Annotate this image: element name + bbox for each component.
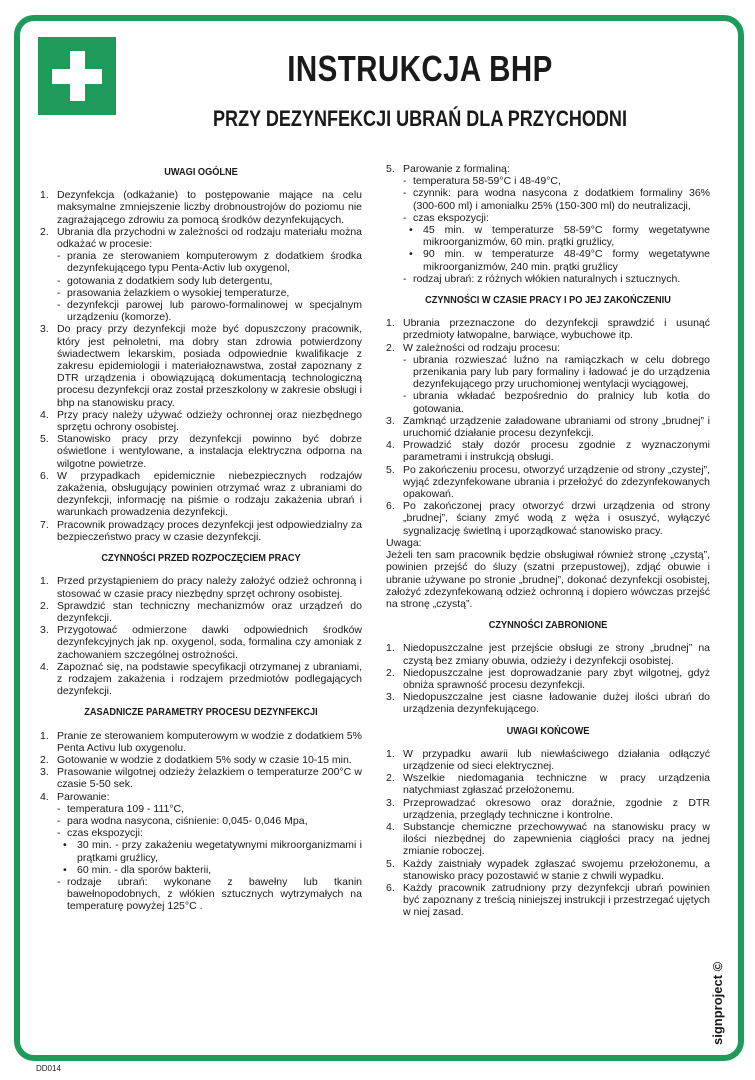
item-text: Przed przystąpieniem do pracy należy założyć odzież ochronną i stosować w czasie pracy niezbędny sprzęt ochrony osobistej. (57, 575, 362, 600)
bullet-marker: - (403, 390, 407, 403)
list-item (40, 600, 362, 624)
item-text: Prasowanie wilgotnej odzieży żelazkiem o temperaturze 200°C w czasie 5-50 sek. (57, 766, 362, 791)
note-text: Jeżeli ten sam pracownik będzie obsługiwał również stronę „czystą”, powinien przejść do śluzy (szatni przepustowej), zdjąć obuwie i ubranie używane po stronie „brudnej”, dokonać dezynfekcji osobistej, założyć zdezynfekowaną odzież ochronną i dopiero wówczas przejść na stronę „czystą”. (386, 549, 710, 610)
list-item (386, 415, 710, 439)
list-item (386, 642, 710, 666)
bullet-marker: - (403, 175, 407, 188)
list-item (386, 821, 710, 858)
item-number: 5. (386, 463, 395, 476)
list-przed (40, 575, 362, 697)
sub-item (409, 248, 710, 272)
sub-item-text: 90 min. w temperaturze 48-49°C formy wegetatywne mikroorganizmów, 240 min. prątki gruźlicy (423, 248, 710, 273)
sub-item (403, 390, 710, 414)
note-label: Uwaga: (386, 536, 422, 549)
item-body (57, 754, 362, 766)
list-item (40, 323, 362, 408)
item-body (57, 791, 362, 913)
item-text: Ubrania przeznaczone do dezynfekcji sprawdzić i usunąć przedmioty łatwopalne, barwiące, wybuchowe itp. (403, 317, 710, 342)
sub-item (409, 224, 710, 248)
sub-list (57, 876, 362, 913)
item-body (403, 163, 710, 285)
item-body (403, 821, 710, 858)
sub-item (57, 876, 362, 913)
list-item (40, 470, 362, 519)
item-text: Stanowisko pracy przy dezynfekcji powinno być dobrze oświetlone i wentylowane, a instalacja elektryczna odporna na wilgotne powietrze. (57, 433, 362, 470)
list-item (386, 464, 710, 501)
item-text: Dezynfekcja (odkażanie) to postępowanie mające na celu maksymalne zmniejszenie liczby drobnoustrojów do poziomu nie zagrażającego zdrowiu za pomocą środków dezynfekujących. (57, 189, 362, 226)
sub-item-text: czynnik: para wodna nasycona z dodatkiem formaliny 36% (300-600 ml) i amonialku 25% (150-300 ml) do neutralizacji, (413, 187, 710, 212)
item-body (403, 642, 710, 666)
item-number: 2. (386, 341, 395, 354)
item-body (57, 730, 362, 754)
list-zabronione (386, 642, 710, 715)
item-text: Zamknąć urządzenie załadowane ubraniami od strony „brudnej” i uruchomić działanie procesu dezynfekcji. (403, 414, 710, 440)
section-heading-parametry: ZASADNICZE PARAMETRY PROCESU DEZYNFEKCJI (84, 707, 318, 719)
list-koncowe (386, 748, 710, 919)
list-uwagi-ogolne (40, 189, 362, 543)
item-number: 3. (386, 796, 395, 809)
item-body (57, 661, 362, 698)
item-body (403, 464, 710, 501)
item-number: 6. (40, 469, 49, 482)
sub-item-text: gotowania z dodatkiem sody lub detergentu, (67, 274, 273, 287)
item-body (403, 748, 710, 772)
item-text: Przy pracy należy używać odzieży ochronnej oraz niezbędnego sprzętu ochrony osobistej. (57, 408, 362, 434)
sub-item-text: prasowania żelazkiem o wysokiej temperaturze, (67, 286, 290, 299)
item-text: Pranie ze sterowaniem komputerowym w wodzie z dodatkiem 5% Penta Activu lub oxygenolu. (57, 729, 362, 754)
sub-list (403, 273, 710, 285)
item-number: 1. (386, 317, 395, 330)
section-heading-w-czasie: CZYNNOŚCI W CZASIE PRACY I PO JEJ ZAKOŃCZENIU (425, 295, 671, 307)
sub-item-text: dezynfekcji parowej lub parowo-formalinowej w specjalnym urządzeniu (komorze). (67, 299, 362, 324)
item-text: Parowanie: (57, 790, 110, 803)
item-body (403, 317, 710, 341)
item-number: 3. (40, 624, 49, 637)
item-number: 6. (386, 500, 395, 513)
bullet-marker: - (57, 875, 61, 888)
item-text: Przeprowadzać okresowo oraz doraźnie, zgodnie z DTR urządzenia, przeglądy techniczne i kontrolne. (403, 796, 710, 821)
sub-item-text: 30 min. - przy zakażeniu wegetatywnymi mikroorganizmami i prątkami gruźlicy, (77, 839, 362, 864)
list-item (386, 691, 710, 715)
sub-item (57, 287, 362, 299)
list-item (40, 730, 362, 754)
sub-item (57, 815, 362, 827)
item-number: 2. (386, 772, 395, 785)
item-number: 3. (386, 414, 395, 427)
item-text: Sprawdzić stan techniczny mechanizmów oraz urządzeń do dezynfekcji. (57, 599, 362, 624)
item-body (57, 600, 362, 624)
item-number: 4. (40, 660, 49, 673)
section-heading-koncowe: UWAGI KOŃCOWE (506, 725, 590, 737)
list-item (40, 575, 362, 599)
section-heading-zabronione: CZYNNOŚCI ZABRONIONE (488, 620, 608, 632)
bullet-marker: - (57, 814, 61, 827)
item-number: 5. (386, 163, 395, 175)
item-number: 5. (386, 857, 395, 870)
item-body (57, 575, 362, 599)
item-number: 3. (40, 323, 49, 336)
sub-item (57, 827, 362, 839)
bullet-marker: - (57, 250, 61, 263)
item-number: 4. (386, 820, 395, 833)
list-item (40, 766, 362, 790)
first-aid-cross-icon (38, 37, 116, 115)
item-text: Zapoznać się, na podstawie specyfikacji otrzymanej z ubraniami, z rodzajem zakażenia i rodzajem przedmiotów podlegających dezynfekcji. (57, 660, 362, 698)
list-item (386, 858, 710, 882)
list-item (40, 624, 362, 661)
bullet-marker: • (63, 863, 67, 876)
item-text: Ubrania dla przychodni w zależności od rodzaju materiału można odkażać w procesie: (57, 225, 362, 251)
item-body (403, 667, 710, 691)
item-text: Po zakończonej pracy otworzyć drzwi urządzenia od strony „brudnej”, ściany zmyć wodą z węża i osuszyć, wyłączyć sygnalizację świetlną i uporządkować stanowisko pracy. (403, 500, 710, 537)
sub-item-text: czas ekspozycji: (413, 211, 489, 224)
sub-item (403, 354, 710, 391)
item-number: 2. (40, 599, 49, 612)
sub-item (57, 803, 362, 815)
page-title: INSTRUKCJA BHP (287, 48, 553, 89)
list-item (40, 791, 362, 913)
item-number: 1. (40, 729, 49, 742)
item-number: 3. (40, 766, 49, 779)
item-number: 2. (40, 753, 49, 766)
item-number: 1. (40, 189, 49, 202)
item-body (57, 470, 362, 519)
item-text: Niedopuszczalne jest ciasne ładowanie dużej ilości ubrań do urządzenia dezynfekującego. (403, 691, 710, 716)
right-column (386, 163, 710, 919)
item-body (403, 439, 710, 463)
item-body (403, 500, 710, 537)
sub-item-text: temperatura 58-59°C i 48-49°C, (413, 175, 561, 188)
item-body (57, 323, 362, 408)
sub-item (403, 273, 710, 285)
sub-item-text: ubrania rozwieszać luźno na ramiączkach w celu dobrego przenikania pary lub pary formaliny i ładować je do urządzenia dezynfekującego przy uruchomionej wentylacji wyciągowej, (413, 353, 710, 391)
section-heading-przed: CZYNNOŚCI PRZED ROZPOCZĘCIEM PRACY (101, 553, 301, 565)
item-text: W zależności od rodzaju procesu: (403, 341, 560, 354)
item-number: 2. (386, 666, 395, 679)
bullet-marker: - (403, 272, 407, 285)
list-parametry-right (386, 163, 710, 285)
bullet-marker: - (57, 274, 61, 287)
item-number: 1. (40, 575, 49, 588)
sub-item (57, 299, 362, 323)
sub-list (403, 175, 710, 224)
item-body (403, 858, 710, 882)
list-item (386, 882, 710, 919)
item-number: 2. (40, 225, 49, 238)
item-number: 1. (386, 642, 395, 655)
product-code: DD014 (36, 1064, 61, 1073)
item-body (403, 772, 710, 796)
item-text: Niedopuszczalne jest doprowadzanie pary zbyt wilgotnej, gdyż obniża sprawność procesu dezynfekcji. (403, 666, 710, 691)
bullet-marker: - (403, 353, 407, 366)
sub-item-text: 60 min. - dla sporów bakterii, (77, 863, 212, 876)
item-text: Przygotować odmierzone dawki odpowiednich środków dezynfekcyjnych jak np. oxygenol, soda, formalina czy amoniak z zachowaniem szczególnej ostrożności. (57, 624, 362, 661)
sub-item (403, 212, 710, 224)
sub-item (57, 250, 362, 274)
item-body (403, 797, 710, 821)
item-body (403, 691, 710, 715)
item-body (403, 342, 710, 415)
section-heading-uwagi-ogolne: UWAGI OGÓLNE (164, 167, 238, 178)
item-number: 5. (40, 433, 49, 446)
item-text: Parowanie z formaliną: (403, 163, 510, 175)
brand-label: signproject © (710, 961, 725, 1045)
list-item (40, 409, 362, 433)
bullet-list (403, 224, 710, 273)
bullet-marker: - (57, 286, 61, 299)
list-item (40, 519, 362, 543)
list-item (386, 748, 710, 772)
list-item (386, 772, 710, 796)
sub-item-text: rodzaje ubrań: wykonane z bawełny lub tkanin bawełnopodobnych, z włókien sztucznych wytrzymałych na temperaturę powyżej 125°C . (67, 875, 362, 913)
item-text: Po zakończeniu procesu, otworzyć urządzenie od strony „czystej”, wyjąć zdezynfekowane ubrania i przełożyć do zdezynfekowanych opakowań. (403, 463, 710, 501)
bullet-marker: • (63, 839, 67, 852)
list-item (386, 163, 710, 285)
sub-item (403, 175, 710, 187)
sub-item-text: para wodna nasycona, ciśnienie: 0,045- 0,046 Mpa, (67, 814, 308, 827)
list-item (386, 500, 710, 537)
sub-item-text: ubrania wkładać bezpośrednio do pralnicy lub kotła do gotowania. (413, 390, 710, 415)
sub-list (403, 354, 710, 415)
list-parametry-left (40, 730, 362, 913)
list-item (386, 797, 710, 821)
list-item (40, 754, 362, 766)
item-body (57, 433, 362, 470)
item-number: 6. (386, 881, 395, 894)
item-body (57, 766, 362, 790)
left-column (40, 163, 362, 913)
sub-item-text: 45 min. w temperaturze 58-59°C formy wegetatywne mikroorganizmów, 60 min. prątki gruźlicy, (423, 224, 710, 249)
page-subtitle: PRZY DEZYNFEKCJI UBRAŃ DLA PRZYCHODNI (213, 106, 627, 131)
bullet-marker: - (57, 802, 61, 815)
list-item (386, 439, 710, 463)
list-item (40, 189, 362, 226)
item-number: 7. (40, 518, 49, 531)
bullet-marker: • (409, 248, 413, 261)
item-text: W przypadkach epidemicznie niebezpiecznych rodzajów zakażenia, obsługujący powinien otrzymać wraz z ubraniami do dezynfekcji, informację na piśmie o rodzaju zakażenia ubrań i warunkach prowadzenia dezynfekcji. (57, 469, 362, 519)
item-body (57, 226, 362, 324)
list-w-czasie (386, 317, 710, 537)
item-body (57, 624, 362, 661)
bullet-marker: • (409, 224, 413, 237)
item-text: Niedopuszczalne jest przejście obsługi ze strony „brudnej” na czystą bez zmiany obuwia, odzieży i dezynfekcji osobistej. (403, 642, 710, 667)
bullet-marker: - (403, 187, 407, 200)
bullet-marker: - (57, 827, 61, 840)
item-text: Do pracy przy dezynfekcji może być dopuszczony pracownik, który jest pełnoletni, ma dobry stan zdrowia potwierdzony świadectwem lekarskim, posiada odpowiednie kwalifikacje z zakresu epidemiologii i materiałoznawstwa, został zapoznany z DTR urządzenia i obowiązującą dokumentacją technologiczną procesu dezynfekcji oraz został przeszkolony w zakresie obsługi i bhp na stanowisku pracy. (57, 323, 362, 409)
sub-item (63, 864, 362, 876)
item-body (57, 189, 362, 226)
sub-item (63, 839, 362, 863)
bullet-list (57, 839, 362, 876)
item-body (57, 409, 362, 433)
item-body (403, 882, 710, 919)
list-item (40, 661, 362, 698)
list-item (40, 226, 362, 324)
item-body (403, 415, 710, 439)
sub-list (57, 803, 362, 840)
bullet-marker: - (57, 299, 61, 312)
sub-item-text: rodzaj ubrań: z różnych włókien naturalnych i sztucznych. (413, 272, 681, 285)
list-item (40, 433, 362, 470)
bullet-marker: - (403, 211, 407, 224)
item-number: 4. (386, 439, 395, 452)
item-number: 4. (40, 408, 49, 421)
sub-item-text: prania ze sterowaniem komputerowym z dodatkiem środka dezynfekującego typu Penta-Activ lub oxygenol, (67, 250, 362, 275)
sub-item (57, 275, 362, 287)
item-text: Prowadzić stały dozór procesu zgodnie z wyznaczonymi parametrami i instrukcją obsługi. (403, 439, 710, 464)
sub-list (57, 250, 362, 323)
list-item (386, 667, 710, 691)
item-number: 4. (40, 790, 49, 803)
item-text: Gotowanie w wodzie z dodatkiem 5% sody w czasie 10-15 min. (57, 753, 352, 766)
item-text: Każdy zaistniały wypadek zgłaszać swojemu przełożonemu, a stanowisko pracy pozostawić w stanie z chwili wypadku. (403, 857, 710, 882)
item-text: W przypadku awarii lub niewłaściwego działania odłączyć urządzenie od sieci elektrycznej. (403, 747, 710, 772)
sub-item-text: temperatura 109 - 111°C, (67, 802, 185, 815)
item-text: Każdy pracownik zatrudniony przy dezynfekcji ubrań powinien być zapoznany z treścią niniejszej instrukcji i przestrzegać ujętych w niej zasad. (403, 881, 710, 919)
item-text: Wszelkie niedomagania techniczne w pracy urządzenia natychmiast zgłaszać przełożonemu. (403, 772, 710, 797)
sub-item (403, 187, 710, 211)
list-item (386, 317, 710, 341)
item-number: 3. (386, 691, 395, 704)
sub-item-text: czas ekspozycji: (67, 827, 143, 840)
item-number: 1. (386, 747, 395, 760)
item-body (57, 519, 362, 543)
item-text: Substancje chemiczne przechowywać na stanowisku pracy w ilości niezbędnej do zapewnienia ciągłości pracy na jednej zmianie roboczej. (403, 820, 710, 858)
list-item (386, 342, 710, 415)
item-text: Pracownik prowadzący proces dezynfekcji jest odpowiedzialny za bezpieczeństwo pracy w czasie dezynfekcji. (57, 518, 362, 543)
